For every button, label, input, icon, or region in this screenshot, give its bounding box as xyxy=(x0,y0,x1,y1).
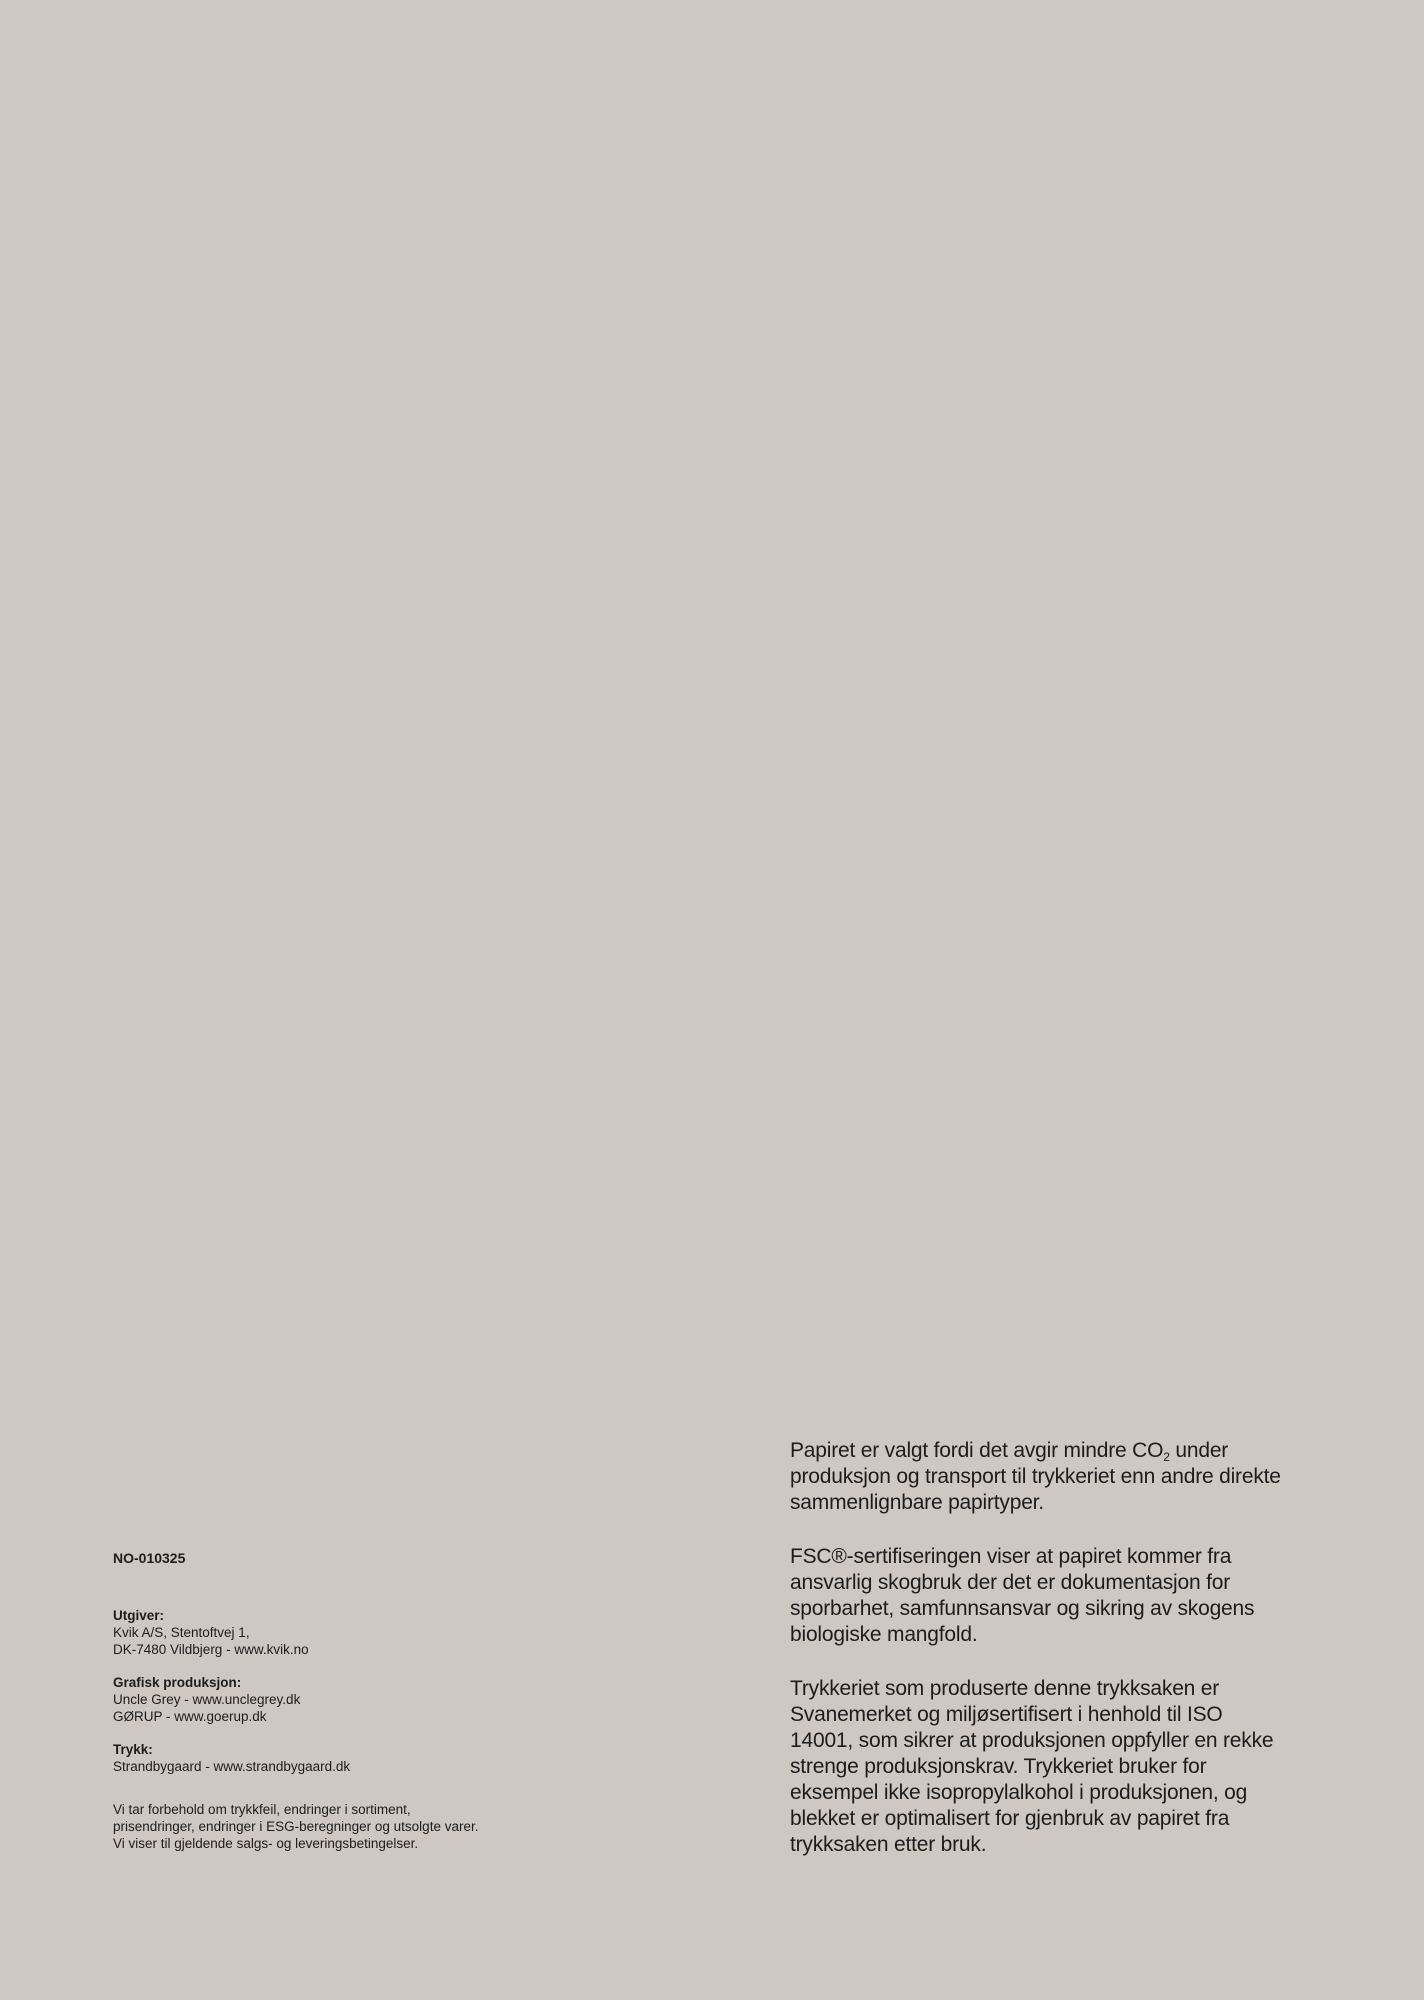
print-heading: Trykk: xyxy=(113,1742,153,1757)
publisher-block xyxy=(113,1607,573,1658)
environment-notes xyxy=(790,1438,1290,1886)
graphic-production-line: GØRUP - www.goerup.dk xyxy=(113,1709,267,1724)
graphic-production-heading: Grafisk produksjon: xyxy=(113,1675,242,1690)
paper-note-text: Papiret er valgt fordi det avgir mindre CO xyxy=(790,1439,1164,1462)
disclaimer xyxy=(113,1801,573,1852)
paper-note-text-rest: under produksjon og transport til trykkeriet enn andre direkte sammenlignbare papirtyper. xyxy=(790,1439,1281,1514)
printer-note: Trykkeriet som produserte denne trykksaken er Svanemerket og miljøsertifisert i henhold til ISO 14001, som sikrer at produksjonen oppfyller en rekke strenge produksjonskrav. Trykkeriet bruker for eksempel ikke isopropylalkohol i produksjonen, og blekket er optimalisert for gjenbruk av papiret fra trykksaken etter bruk. xyxy=(790,1677,1274,1856)
document-code: NO-010325 xyxy=(113,1550,186,1566)
publisher-line: Kvik A/S, Stentoftvej 1, xyxy=(113,1625,250,1640)
print-block xyxy=(113,1741,573,1775)
disclaimer-line: prisendringer, endringer i ESG-beregninger og utsolgte varer. xyxy=(113,1819,479,1834)
print-line: Strandbygaard - www.strandbygaard.dk xyxy=(113,1759,351,1774)
publisher-heading: Utgiver: xyxy=(113,1608,165,1623)
fsc-note: FSC®-sertifiseringen viser at papiret kommer fra ansvarlig skogbruk der det er dokumentasjon for sporbarhet, samfunnsansvar og sikring av skogens biologiske mangfold. xyxy=(790,1545,1255,1646)
disclaimer-line: Vi tar forbehold om trykkfeil, endringer i sortiment, xyxy=(113,1802,411,1817)
imprint-column xyxy=(113,1550,573,1852)
paper-note xyxy=(790,1438,1290,1516)
graphic-production-line: Uncle Grey - www.unclegrey.dk xyxy=(113,1692,301,1707)
disclaimer-line: Vi viser til gjeldende salgs- og leveringsbetingelser. xyxy=(113,1836,419,1851)
publisher-line: DK-7480 Vildbjerg - www.kvik.no xyxy=(113,1642,309,1657)
graphic-production-block xyxy=(113,1674,573,1725)
co2-subscript: 2 xyxy=(1163,1450,1170,1464)
